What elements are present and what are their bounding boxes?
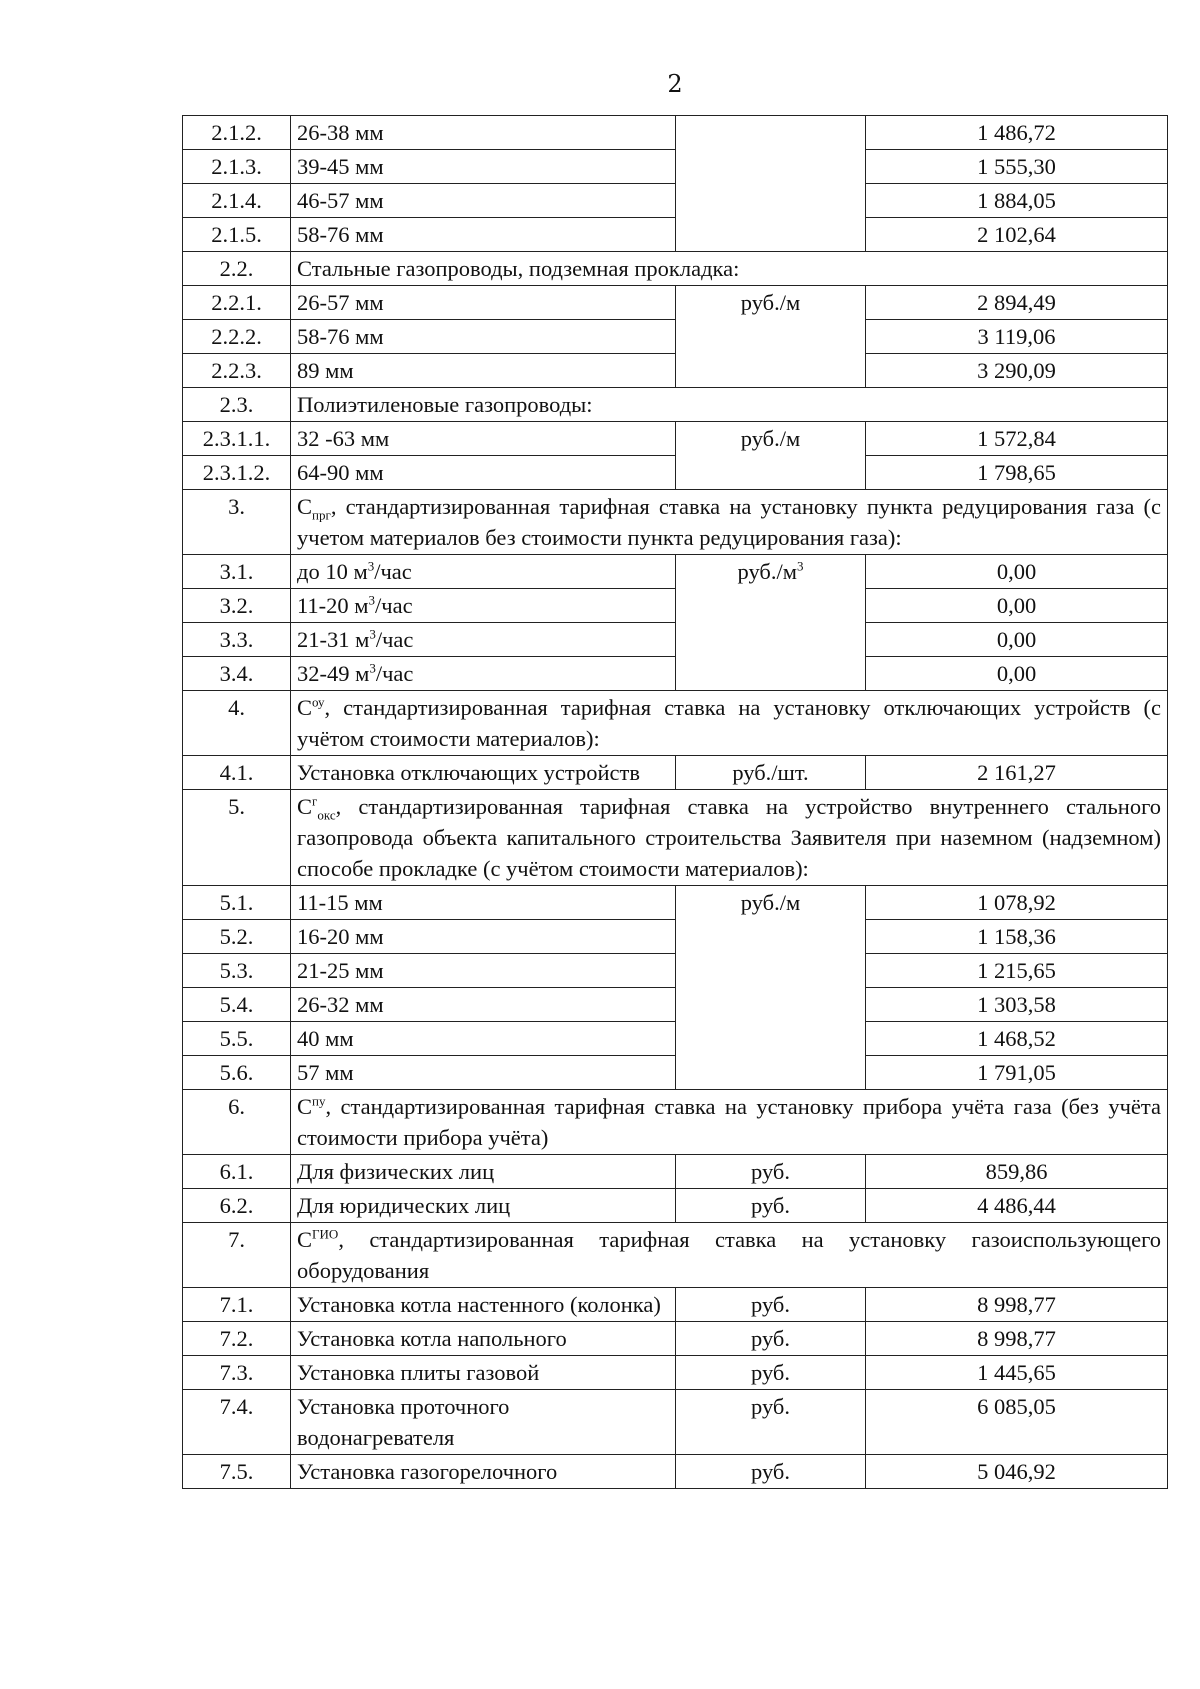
tariff-table	[182, 115, 1168, 1489]
row-description: Установка котла настенного (колонка)	[291, 1288, 676, 1322]
row-value: 2 102,64	[866, 218, 1168, 252]
row-value: 8 998,77	[866, 1288, 1168, 1322]
row-description: 21-31 $м^3$/час	[291, 623, 676, 657]
row-description: Установка котла напольного	[291, 1322, 676, 1356]
row-number: 3.3.	[183, 623, 291, 657]
section-header-row	[183, 388, 1168, 422]
section-title: Стальные газопроводы, подземная прокладка:	[291, 252, 1168, 286]
row-number: 5.5.	[183, 1022, 291, 1056]
row-value: 0,00	[866, 657, 1168, 691]
row-number: 2.1.3.	[183, 150, 291, 184]
unit-cell: руб./м	[676, 422, 866, 490]
row-value: 8 998,77	[866, 1322, 1168, 1356]
table-row	[183, 1455, 1168, 1489]
section-title	[291, 691, 1168, 756]
unit-cell: руб.	[676, 1155, 866, 1189]
row-number: 5.3.	[183, 954, 291, 988]
table-row	[183, 1189, 1168, 1223]
unit-cell: руб./м	[676, 886, 866, 1090]
row-description: 89 мм	[291, 354, 676, 388]
row-description: 26-38 мм	[291, 116, 676, 150]
row-number: 2.3.	[183, 388, 291, 422]
row-description: 46-57 мм	[291, 184, 676, 218]
row-description: 32-49 $м^3$/час	[291, 657, 676, 691]
section-header-row	[183, 691, 1168, 756]
table-row	[183, 1056, 1168, 1090]
table-row	[183, 1356, 1168, 1390]
row-value: 3 119,06	[866, 320, 1168, 354]
section-title	[291, 790, 1168, 886]
table-row	[183, 116, 1168, 150]
row-description: до 10 $м^3$/час	[291, 555, 676, 589]
unit-cell: руб.	[676, 1322, 866, 1356]
section-title: Полиэтиленовые газопроводы:	[291, 388, 1168, 422]
rate-superscript: оу	[312, 694, 325, 710]
table-row	[183, 184, 1168, 218]
table-row	[183, 218, 1168, 252]
page-number: 2	[667, 70, 683, 98]
row-description: 26-57 мм	[291, 286, 676, 320]
section-header-row	[183, 1090, 1168, 1155]
rate-superscript: ГИО	[312, 1226, 339, 1242]
row-description: 26-32 мм	[291, 988, 676, 1022]
row-value: 1 798,65	[866, 456, 1168, 490]
row-number: 2.1.4.	[183, 184, 291, 218]
table-row	[183, 1288, 1168, 1322]
table-row	[183, 150, 1168, 184]
table-row	[183, 320, 1168, 354]
row-number: 2.3.1.1.	[183, 422, 291, 456]
row-value: 1 303,58	[866, 988, 1168, 1022]
row-value: 1 884,05	[866, 184, 1168, 218]
section-title	[291, 490, 1168, 555]
rate-symbol: С	[297, 1227, 313, 1252]
section-text: , стандартизированная тарифная ставка на установку газоиспользующего оборудования	[297, 1227, 1161, 1283]
row-description: 32 -63 мм	[291, 422, 676, 456]
row-value: 1 468,52	[866, 1022, 1168, 1056]
row-description: 11-15 мм	[291, 886, 676, 920]
row-description: Для юридических лиц	[291, 1189, 676, 1223]
row-value: 1 791,05	[866, 1056, 1168, 1090]
row-description: Установка отключающих устройств	[291, 756, 676, 790]
section-text: , стандартизированная тарифная ставка на установку пункта редуцирования газа (с учетом материалов без стоимости пункта редуцирования газа):	[297, 494, 1161, 550]
row-number: 7.2.	[183, 1322, 291, 1356]
row-number: 2.3.1.2.	[183, 456, 291, 490]
rate-symbol: С	[297, 494, 313, 519]
table-row	[183, 555, 1168, 589]
row-value: 4 486,44	[866, 1189, 1168, 1223]
table-row	[183, 756, 1168, 790]
row-description: 64-90 мм	[291, 456, 676, 490]
rate-symbol: С	[297, 1094, 313, 1119]
row-number: 5.4.	[183, 988, 291, 1022]
section-text: , стандартизированная тарифная ставка на установку прибора учёта газа (без учёта стоимости прибора учёта)	[297, 1094, 1161, 1150]
unit-cell: руб./шт.	[676, 756, 866, 790]
table-row	[183, 456, 1168, 490]
section-header-row	[183, 490, 1168, 555]
row-number: 4.	[183, 691, 291, 756]
row-number: 6.1.	[183, 1155, 291, 1189]
row-number: 7.1.	[183, 1288, 291, 1322]
row-number: 7.3.	[183, 1356, 291, 1390]
table-row	[183, 1155, 1168, 1189]
row-number: 5.1.	[183, 886, 291, 920]
row-description: Установка проточного водонагревателя	[291, 1390, 676, 1455]
row-value: 1 158,36	[866, 920, 1168, 954]
row-description: Для физических лиц	[291, 1155, 676, 1189]
row-number: 2.2.	[183, 252, 291, 286]
section-title	[291, 1223, 1168, 1288]
table-row	[183, 354, 1168, 388]
rate-subscript: прг	[312, 507, 331, 523]
row-description: 57 мм	[291, 1056, 676, 1090]
row-value: 2 161,27	[866, 756, 1168, 790]
row-number: 7.	[183, 1223, 291, 1288]
table-row	[183, 988, 1168, 1022]
row-description: 39-45 мм	[291, 150, 676, 184]
row-value: 0,00	[866, 623, 1168, 657]
row-value: 1 572,84	[866, 422, 1168, 456]
section-text: , стандартизированная тарифная ставка на устройство внутреннего стального газопровода объекта капитального строительства Заявителя при наземном (надземном) способе прокладке (с учётом стоимости материалов):	[297, 794, 1161, 881]
row-value: 0,00	[866, 555, 1168, 589]
row-number: 4.1.	[183, 756, 291, 790]
table-row	[183, 286, 1168, 320]
row-number: 3.2.	[183, 589, 291, 623]
row-description: 58-76 мм	[291, 320, 676, 354]
row-number: 5.	[183, 790, 291, 886]
row-number: 2.2.3.	[183, 354, 291, 388]
row-number: 2.2.1.	[183, 286, 291, 320]
row-number: 3.	[183, 490, 291, 555]
unit-cell	[676, 116, 866, 252]
row-number: 5.2.	[183, 920, 291, 954]
row-description: 21-25 мм	[291, 954, 676, 988]
row-value: 6 085,05	[866, 1390, 1168, 1455]
row-value: 1 078,92	[866, 886, 1168, 920]
rate-symbol: С	[297, 794, 313, 819]
table-row	[183, 657, 1168, 691]
unit-cell: руб.	[676, 1390, 866, 1455]
row-number: 5.6.	[183, 1056, 291, 1090]
unit-cell: руб.	[676, 1189, 866, 1223]
unit-cell: руб.	[676, 1356, 866, 1390]
section-header-row	[183, 252, 1168, 286]
table-row	[183, 422, 1168, 456]
row-number: 7.4.	[183, 1390, 291, 1455]
table-row	[183, 623, 1168, 657]
rate-subscript: окс	[317, 807, 336, 823]
row-value: 0,00	[866, 589, 1168, 623]
row-description: 16-20 мм	[291, 920, 676, 954]
row-value: 1 215,65	[866, 954, 1168, 988]
unit-cell: руб./м	[676, 286, 866, 388]
table-row	[183, 920, 1168, 954]
unit-cell: $руб./м^3$	[676, 555, 866, 691]
row-number: 6.2.	[183, 1189, 291, 1223]
row-value: 5 046,92	[866, 1455, 1168, 1489]
row-value: 1 445,65	[866, 1356, 1168, 1390]
unit-cell: руб.	[676, 1455, 866, 1489]
rate-superscript: г	[312, 793, 318, 809]
row-number: 2.1.2.	[183, 116, 291, 150]
row-value: 1 486,72	[866, 116, 1168, 150]
row-value: 3 290,09	[866, 354, 1168, 388]
table-row	[183, 1022, 1168, 1056]
row-number: 6.	[183, 1090, 291, 1155]
row-value: 2 894,49	[866, 286, 1168, 320]
rate-superscript: пу	[312, 1093, 326, 1109]
row-number: 3.4.	[183, 657, 291, 691]
section-title	[291, 1090, 1168, 1155]
row-description: Установка газогорелочного	[291, 1455, 676, 1489]
row-number: 7.5.	[183, 1455, 291, 1489]
section-header-row	[183, 1223, 1168, 1288]
row-description: Установка плиты газовой	[291, 1356, 676, 1390]
rate-symbol: С	[297, 695, 313, 720]
row-number: 2.1.5.	[183, 218, 291, 252]
table-row	[183, 589, 1168, 623]
row-description: 58-76 мм	[291, 218, 676, 252]
section-text: , стандартизированная тарифная ставка на установку отключающих устройств (с учётом стоимости материалов):	[297, 695, 1161, 751]
unit-cell: руб.	[676, 1288, 866, 1322]
table-row	[183, 1322, 1168, 1356]
row-description: 11-20 $м^3$/час	[291, 589, 676, 623]
row-value: 859,86	[866, 1155, 1168, 1189]
row-value: 1 555,30	[866, 150, 1168, 184]
row-description: 40 мм	[291, 1022, 676, 1056]
table-row	[183, 954, 1168, 988]
table-row	[183, 1390, 1168, 1455]
section-header-row	[183, 790, 1168, 886]
row-number: 2.2.2.	[183, 320, 291, 354]
table-row	[183, 886, 1168, 920]
row-number: 3.1.	[183, 555, 291, 589]
